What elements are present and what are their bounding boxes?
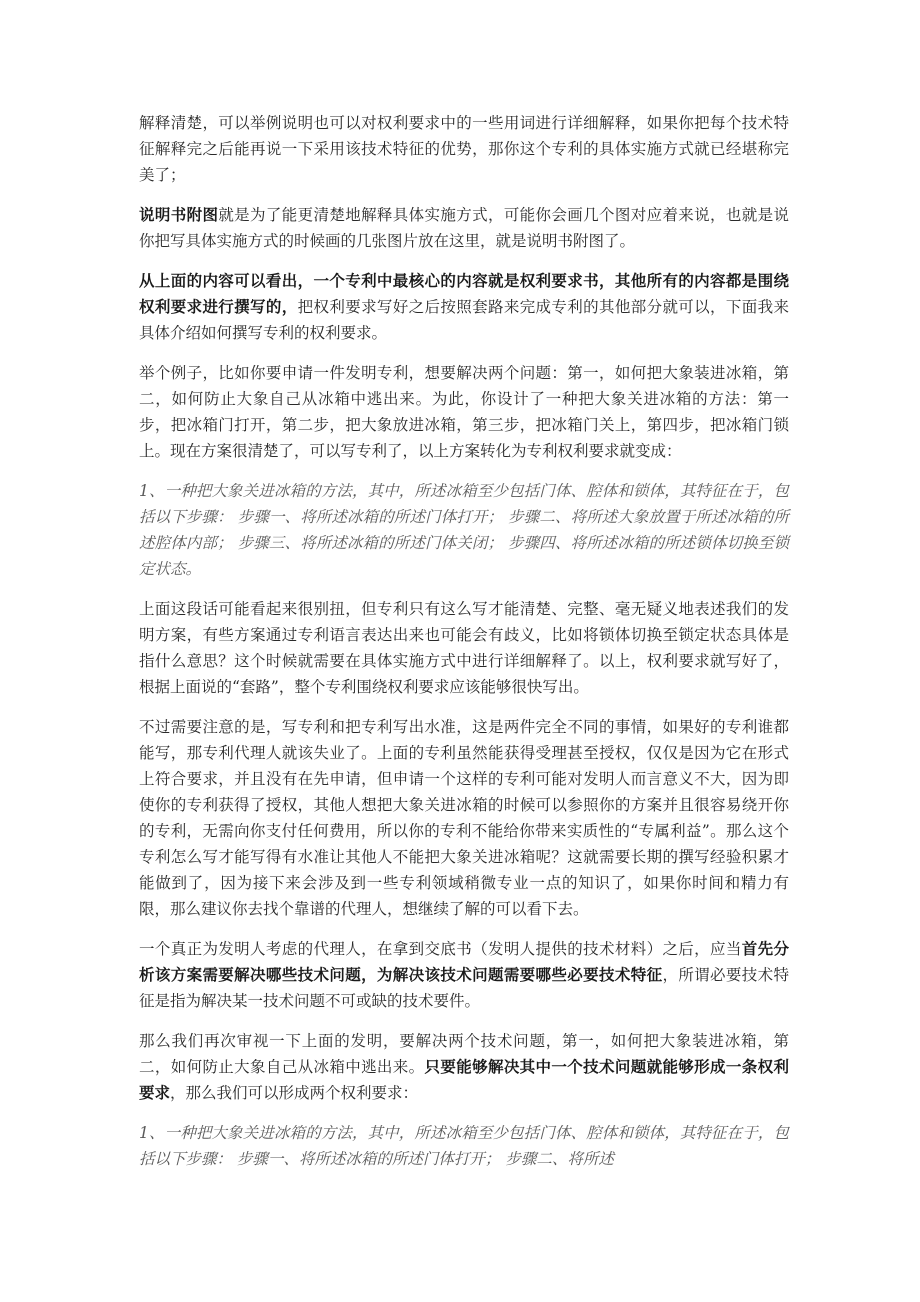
text-run-bold: 说明书附图 (139, 205, 219, 224)
paragraph-claim-commentary (139, 596, 789, 700)
text-run: 一个真正为发明人考虑的代理人，在拿到交底书（发明人提供的技术材料）之后，应当 (139, 940, 742, 958)
text-run-italic: 1、一种把大象关进冰箱的方法，其中，所述冰箱至少包括门体、腔体和锁体，其特征在于，包括以下步骤： 步骤一、将所述冰箱的所述门体打开； 步骤二、将所述 (139, 1124, 789, 1168)
paragraph-claim-1 (139, 478, 789, 582)
text-run-italic: 1、一种把大象关进冰箱的方法，其中，所述冰箱至少包括门体、腔体和锁体，其特征在于，包括以下步骤： 步骤一、将所述冰箱的所述门体打开； 步骤二、将所述大象放置于所述冰箱的所述腔体内部； 步骤三、将所述冰箱的所述门体关闭； 步骤四、将所述冰箱的所述锁体切换至锁定状态。 (139, 482, 789, 578)
paragraph-two-claims (139, 1028, 789, 1106)
paragraph-quality-note (139, 714, 789, 922)
text-run: ，所谓必要技术特征是指为解决某一技术问题不可或缺的技术要件。 (139, 966, 789, 1010)
text-run: 就是为了能更清楚地解释具体实施方式，可能你会画几个图对应着来说，也就是说你把写具体实施方式的时候画的几张图片放在这里，就是说明书附图了。 (139, 206, 789, 250)
paragraph-agent-analysis (139, 936, 789, 1014)
text-run: 把权利要求写好之后按照套路来完成专利的其他部分就可以，下面我来具体介绍如何撰写专利的权利要求。 (139, 298, 789, 342)
text-run: ，那么我们可以形成两个权利要求： (170, 1084, 419, 1102)
text-run-bold: 从上面的内容可以看出，一个专利中最核心的内容就是权利要求书，其他所有的内容都是围绕权利要求进行撰写的， (139, 271, 789, 316)
paragraph-core-claims (139, 268, 789, 346)
document-body (139, 110, 789, 1186)
paragraph-claim-1-repeat (139, 1120, 789, 1172)
paragraph-example (139, 360, 789, 464)
paragraph-drawings (139, 202, 789, 254)
text-run-bold: 首先分析该方案需要解决哪些技术问题，为解决该技术问题需要哪些必要技术特征 (139, 939, 789, 984)
text-run: 那么我们再次审视一下上面的发明，要解决两个技术问题，第一，如何把大象装进冰箱，第二，如何防止大象自己从冰箱中逃出来。 (139, 1032, 789, 1076)
text-run-bold: 只要能够解决其中一个技术问题就能够形成一条权利要求 (139, 1057, 789, 1102)
text-run: 上面这段话可能看起来很别扭，但专利只有这么写才能清楚、完整、毫无疑义地表述我们的发明方案，有些方案通过专利语言表达出来也可能会有歧义，比如将锁体切换至锁定状态具体是指什么意思？这个时候就需要在具体实施方式中进行详细解释了。以上，权利要求就写好了，根据上面说的“套路”，整个专利围绕权利要求应该能够很快写出。 (139, 600, 789, 696)
text-run: 解释清楚，可以举例说明也可以对权利要求中的一些用词进行详细解释，如果你把每个技术特征解释完之后能再说一下采用该技术特征的优势，那你这个专利的具体实施方式就已经堪称完美了； (139, 114, 789, 184)
text-run: 举个例子，比如你要申请一件发明专利，想要解决两个问题：第一，如何把大象装进冰箱，第二，如何防止大象自己从冰箱中逃出来。为此，你设计了一种把大象关进冰箱的方法：第一步，把冰箱门打开，第二步，把大象放进冰箱，第三步，把冰箱门关上，第四步，把冰箱门锁上。现在方案很清楚了，可以写专利了，以上方案转化为专利权利要求就变成： (139, 364, 789, 460)
paragraph-embodiment-explanation (139, 110, 789, 188)
text-run: 不过需要注意的是，写专利和把专利写出水准，这是两件完全不同的事情，如果好的专利谁都能写，那专利代理人就该失业了。上面的专利虽然能获得受理甚至授权，仅仅是因为它在形式上符合要求，并且没有在先申请，但申请一个这样的专利可能对发明人而言意义不大，因为即使你的专利获得了授权，其他人想把大象关进冰箱的时候可以参照你的方案并且很容易绕开你的专利，无需向你支付任何费用，所以你的专利不能给你带来实质性的“专属利益”。那么这个专利怎么写才能写得有水准让其他人不能把大象关进冰箱呢？这就需要长期的撰写经验积累才能做到了，因为接下来会涉及到一些专利领域稍微专业一点的知识了，如果你时间和精力有限，那么建议你去找个靠谱的代理人，想继续了解的可以看下去。 (139, 718, 789, 918)
